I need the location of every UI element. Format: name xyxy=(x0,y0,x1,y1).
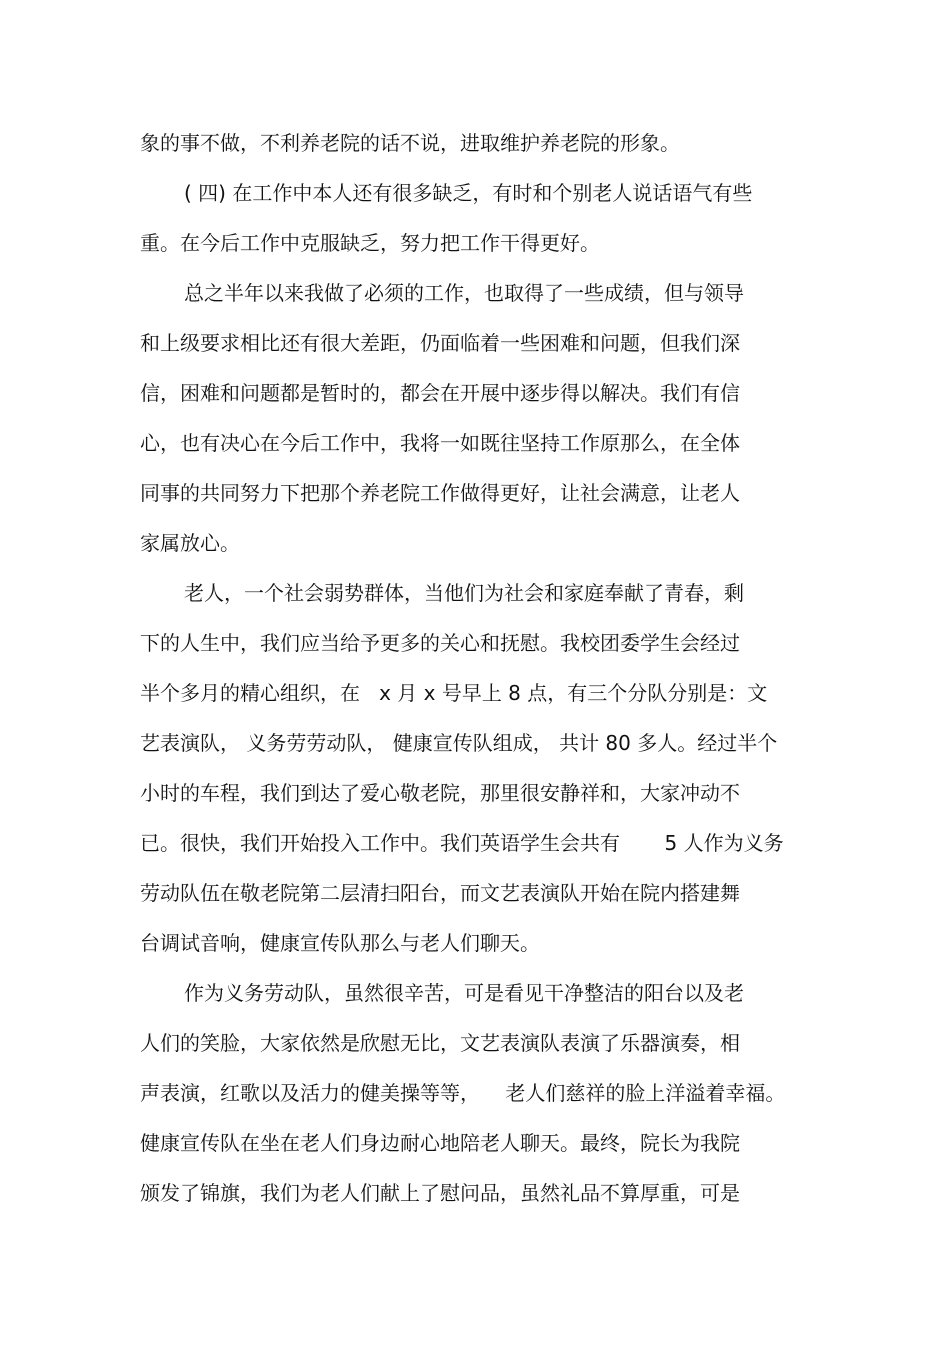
text-line-13: 艺表演队， 义务劳劳动队， 健康宣传队组成， 共计 80 多人。经过半个 xyxy=(140,731,778,755)
text-line-16: 劳动队伍在敬老院第二层清扫阳台，而文艺表演队开始在院内搭建舞 xyxy=(140,881,740,905)
text-line-15: 已。很快，我们开始投入工作中。我们英语学生会共有 5 人作为义务 xyxy=(140,831,784,855)
text-line-3: 重。在今后工作中克服缺乏，努力把工作干得更好。 xyxy=(140,231,600,255)
text-line-18: 作为义务劳动队，虽然很辛苦，可是看见干净整洁的阳台以及老 xyxy=(184,981,744,1005)
text-line-22: 颁发了锦旗，我们为老人们献上了慰问品，虽然礼品不算厚重，可是 xyxy=(140,1181,740,1205)
text-line-6: 信，困难和问题都是暂时的，都会在开展中逐步得以解决。我们有信 xyxy=(140,381,740,405)
text-line-4: 总之半年以来我做了必须的工作，也取得了一些成绩，但与领导 xyxy=(184,281,744,305)
text-line-7: 心，也有决心在今后工作中，我将一如既往坚持工作原那么，在全体 xyxy=(140,431,740,455)
text-line-12: 半个多月的精心组织，在 x 月 x 号早上 8 点，有三个分队分别是：文 xyxy=(140,681,768,705)
text-line-21: 健康宣传队在坐在老人们身边耐心地陪老人聊天。最终，院长为我院 xyxy=(140,1131,740,1155)
text-line-1: 象的事不做，不利养老院的话不说，进取维护养老院的形象。 xyxy=(140,131,680,155)
text-line-19: 人们的笑脸，大家依然是欣慰无比，文艺表演队表演了乐器演奏，相 xyxy=(140,1031,740,1055)
text-line-5: 和上级要求相比还有很大差距，仍面临着一些困难和问题，但我们深 xyxy=(140,331,740,355)
text-line-10: 老人，一个社会弱势群体，当他们为社会和家庭奉献了青春，剩 xyxy=(184,581,744,605)
text-line-14: 小时的车程，我们到达了爱心敬老院，那里很安静祥和，大家冲动不 xyxy=(140,781,740,805)
text-line-9: 家属放心。 xyxy=(140,531,240,555)
text-line-11: 下的人生中，我们应当给予更多的关心和抚慰。我校团委学生会经过 xyxy=(140,631,740,655)
text-line-8: 同事的共同努力下把那个养老院工作做得更好，让社会满意，让老人 xyxy=(140,481,740,505)
text-line-17: 台调试音响，健康宣传队那么与老人们聊天。 xyxy=(140,931,540,955)
text-line-2: ( 四) 在工作中本人还有很多缺乏，有时和个别老人说话语气有些 xyxy=(184,181,753,205)
text-line-20: 声表演，红歌以及活力的健美操等等， 老人们慈祥的脸上洋溢着幸福。 xyxy=(140,1081,786,1105)
